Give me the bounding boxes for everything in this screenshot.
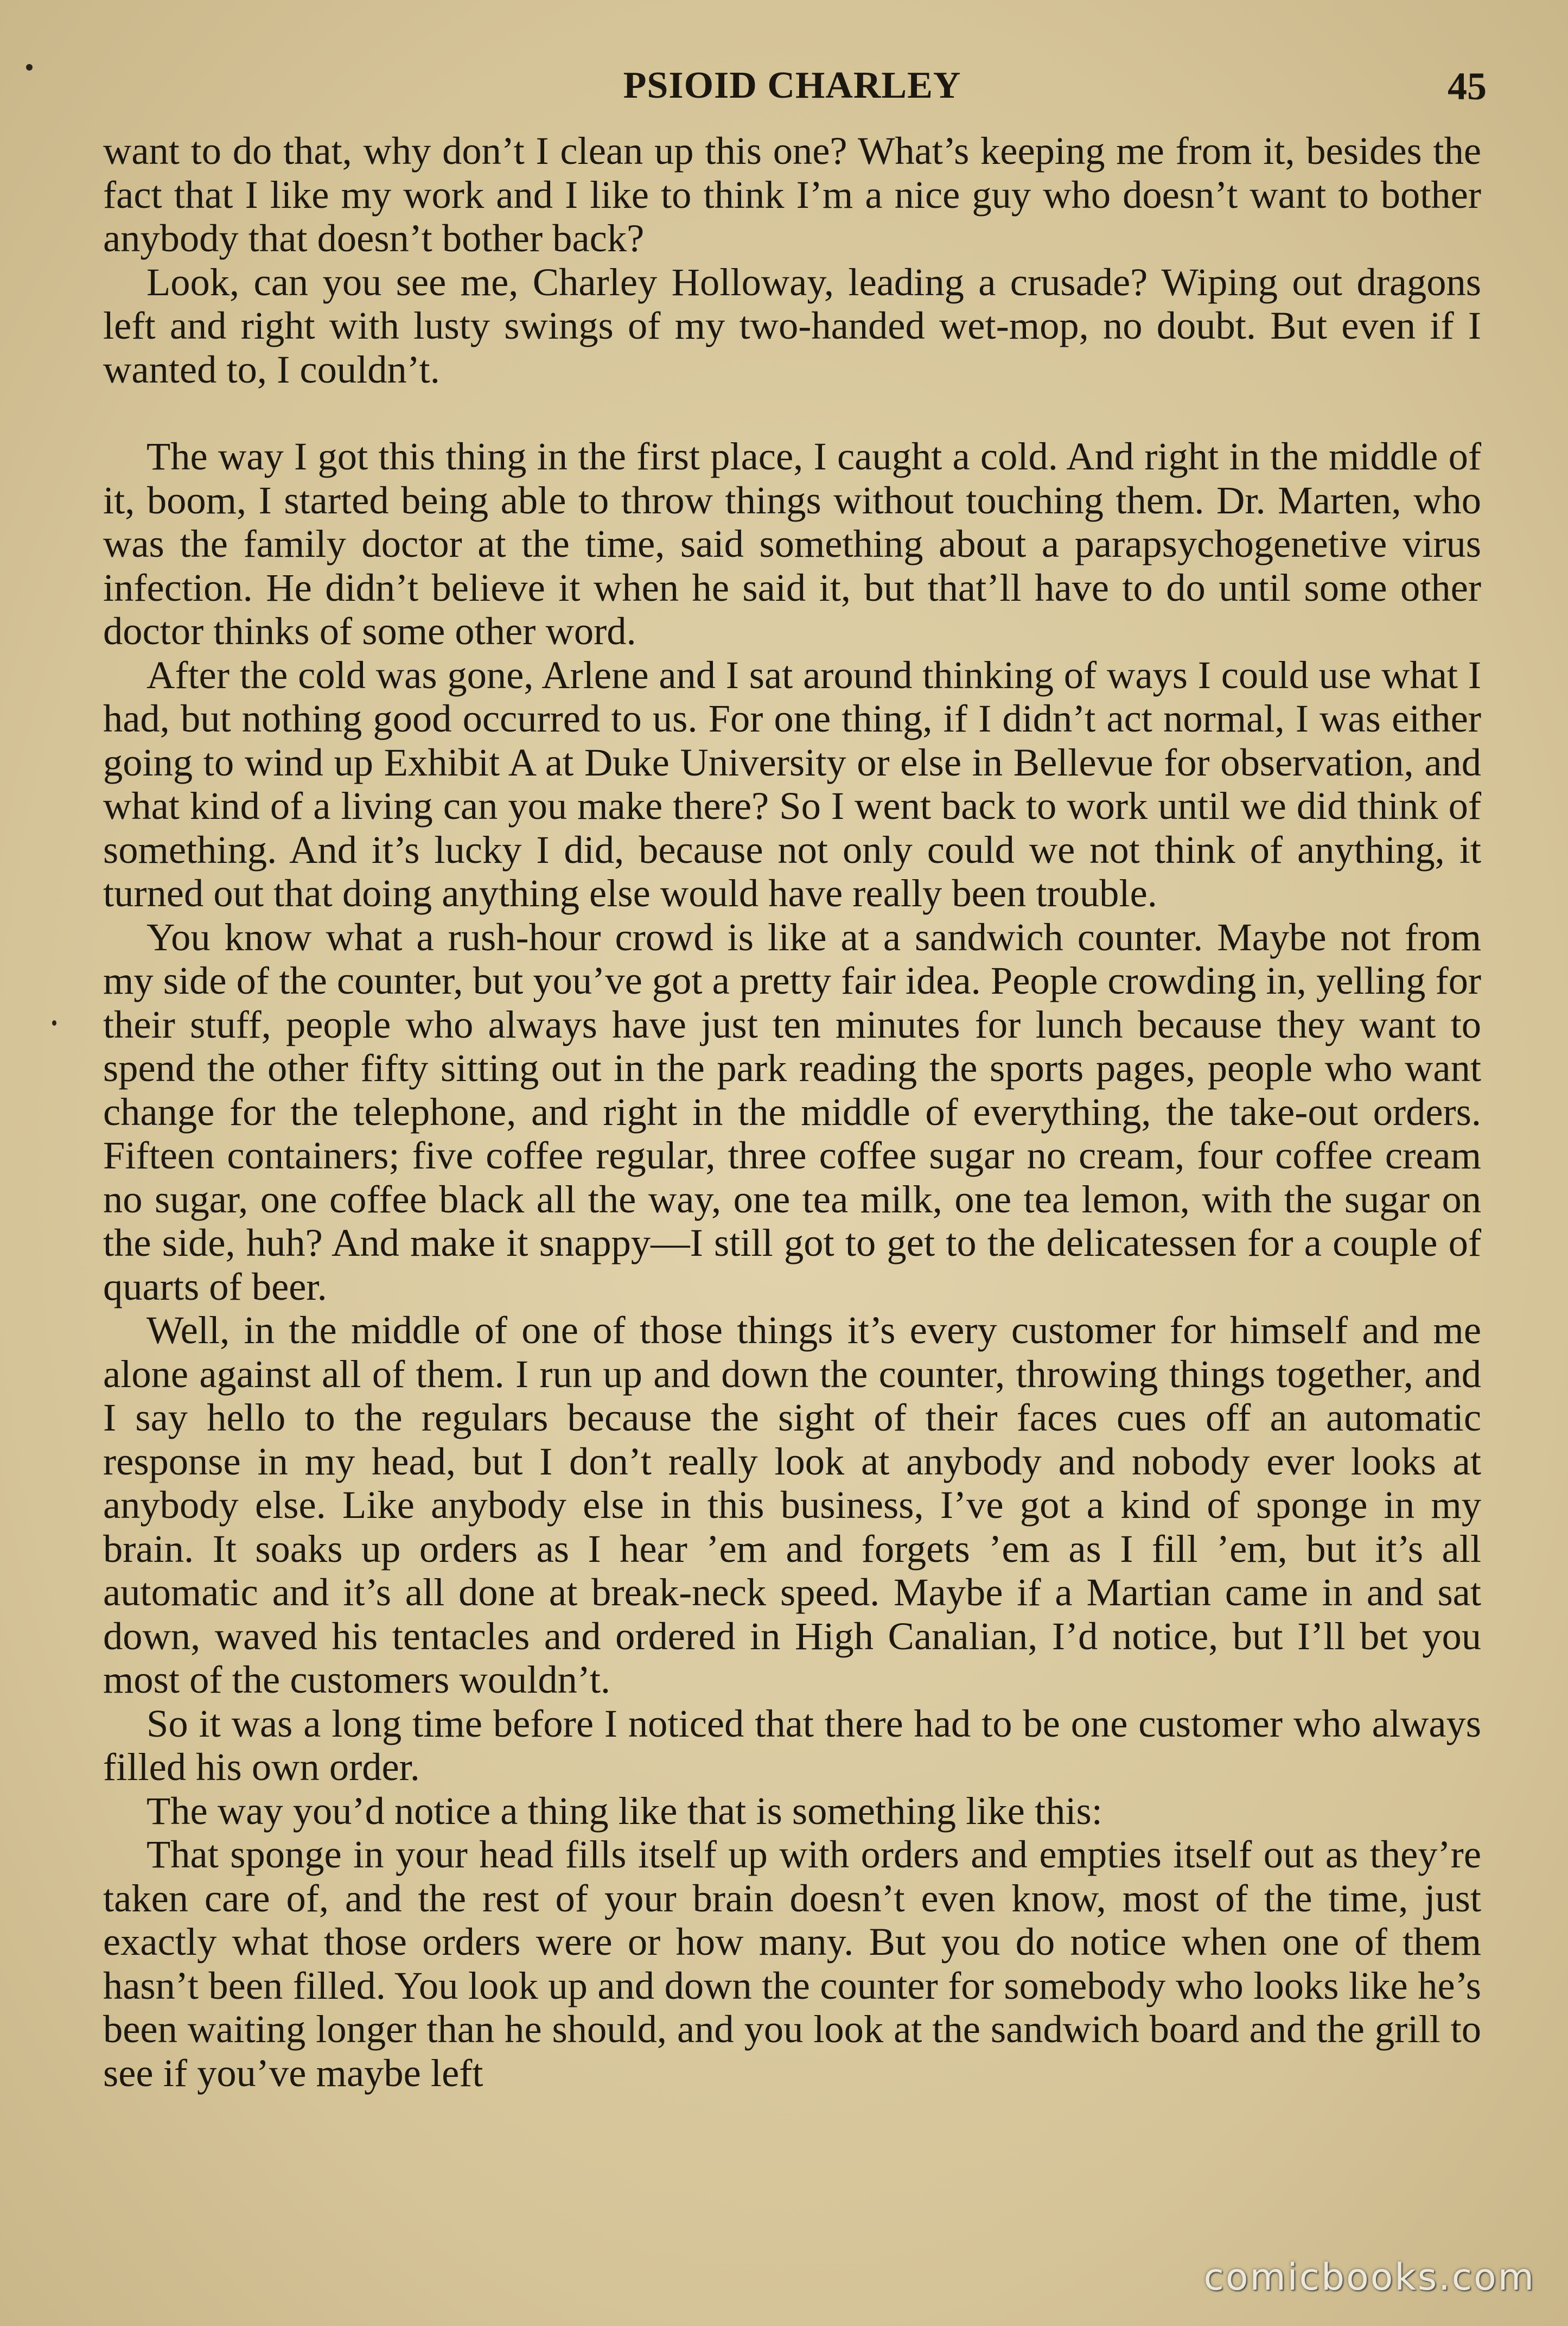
paragraph: So it was a long time before I noticed that there had to be one customer who always filled his own order. xyxy=(103,1701,1481,1789)
paragraph: You know what a rush-hour crowd is like at a sandwich counter. Maybe not from my side of the counter, but you’ve got a pretty fair idea. People crowding in, yelling for their stuff, people who always have just ten minutes for lunch because they want to spend the other fifty sitting out in the park reading the sports pages, people who want change for the telephone, and right in the middle of everything, the take-out orders. Fifteen containers; five coffee regular, three coffee sugar no cream, four coffee cream no sugar, one coffee black all the way, one tea milk, one tea lemon, with the sugar on the side, huh? And make it snappy—I still got to get to the delicatessen for a couple of quarts of beer. xyxy=(103,914,1481,1308)
paragraph: The way you’d notice a thing like that is something like this: xyxy=(146,1788,1102,1833)
paragraph: Look, can you see me, Charley Holloway, leading a crusade? Wiping out dragons left and right with lusty swings of my two-handed wet-mop, no doubt. But even if I wanted to, I couldn’t. xyxy=(103,259,1481,391)
paragraph: That sponge in your head fills itself up with orders and empties itself out as they’re taken care of, and the rest of your brain doesn’t even know, most of the time, just exactly what those orders were or how many. But you do notice when one of them hasn’t been filled. You look up and down the counter for somebody who looks like he’s been waiting longer than he should, and you look at the sandwich board and the grill to see if you’ve maybe left xyxy=(103,1832,1481,2095)
watermark: comicbooks.com xyxy=(1203,2256,1535,2299)
paper-speck xyxy=(52,1020,56,1026)
paragraph: After the cold was gone, Arlene and I sat around thinking of ways I could use what I had, but nothing good occurred to us. For one thing, if I didn’t act normal, I was either going to wind up Exhibit A at Duke University or else in Bellevue for observation, and what kind of a living can you make there? So I went back to work until we did think of something. And it’s lucky I did, because not only could we not think of anything, it turned out that doing anything else would have really been trouble. xyxy=(103,652,1481,915)
paragraph: Well, in the middle of one of those things it’s every customer for himself and me alone against all of them. I run up and down the counter, throwing things together, and I say hello to the regulars because the sight of their faces cues off an automatic response in my head, but I don’t really look at anybody and nobody ever looks at anybody else. Like anybody else in this business, I’ve got a kind of sponge in my brain. It soaks up orders as I hear ’em and forgets ’em as I fill ’em, but it’s all automatic and it’s all done at break-neck speed. Maybe if a Martian came in and sat down, waved his tentacles and ordered in High Canalian, I’d notice, but I’ll bet you most of the customers wouldn’t. xyxy=(103,1308,1481,1701)
paragraph: want to do that, why don’t I clean up this one? What’s keeping me from it, besides the fact that I like my work and I like to think I’m a nice guy who doesn’t want to bother anybody that doesn’t bother back? xyxy=(103,129,1481,260)
paragraph: The way I got this thing in the first place, I caught a cold. And right in the middle of it, boom, I started being able to throw things without touching them. Dr. Marten, who was the family doctor at the time, said something about a parapsychogenetive virus infection. He didn’t believe it when he said it, but that’ll have to do until some other doctor thinks of some other word. xyxy=(103,434,1481,653)
body-text xyxy=(103,129,1481,2095)
paper-speck xyxy=(26,64,33,71)
page-header xyxy=(98,64,1487,113)
running-head: PSIOID CHARLEY xyxy=(623,65,961,106)
page-number: 45 xyxy=(1448,65,1487,108)
